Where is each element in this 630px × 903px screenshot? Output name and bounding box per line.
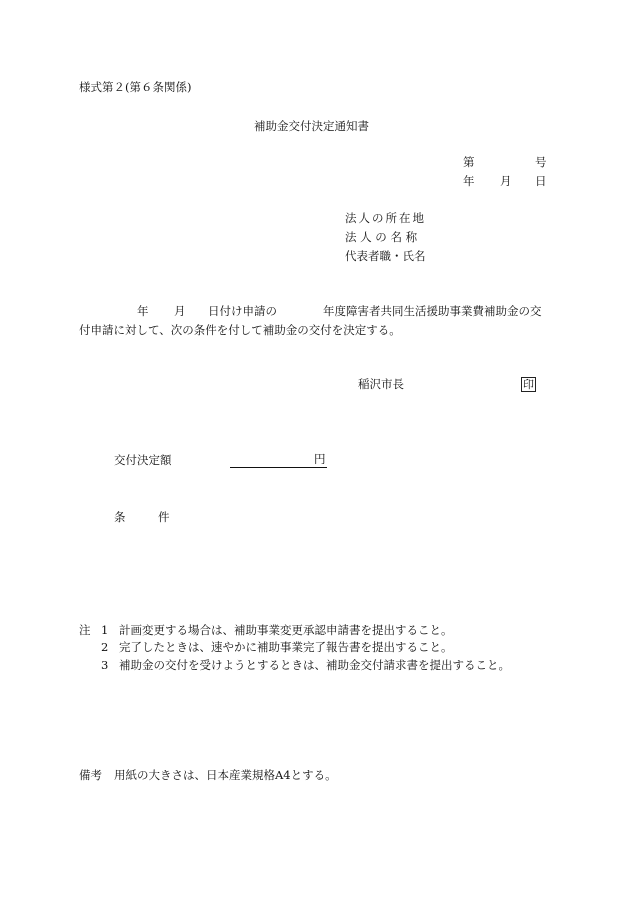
note-number: 1 — [101, 623, 109, 637]
body-month: 月 — [174, 304, 186, 318]
doc-date-year: 年 — [463, 174, 475, 188]
conditions-label-2: 件 — [158, 510, 170, 524]
note-text: 補助金の交付を受けようとするときは、補助金交付請求書を提出すること。 — [119, 658, 510, 672]
amount-label: 交付決定額 — [114, 453, 172, 467]
addressee-name-label: 法 人 の 名 称 — [345, 230, 418, 244]
issuer-name: 稲沢市長 — [358, 377, 404, 391]
note-number: 3 — [101, 658, 109, 672]
body-date-text: 日付け申請の — [208, 304, 277, 318]
remarks-label: 備考 — [79, 768, 102, 782]
note-text: 計画変更する場合は、補助事業変更承認申請書を提出すること。 — [119, 623, 453, 637]
note-text: 完了したときは、速やかに補助事業完了報告書を提出すること。 — [119, 640, 453, 654]
body-year: 年 — [137, 304, 149, 318]
body-fiscal-text: 年度障害者共同生活援助事業費補助金の交 — [323, 304, 542, 318]
notes-label: 注 — [79, 623, 91, 637]
remarks-text: 用紙の大きさは、日本産業規格A4とする。 — [114, 768, 337, 782]
note-number: 2 — [101, 640, 109, 654]
body-line-2: 付申請に対して、次の条件を付して補助金の交付を決定する。 — [79, 323, 401, 337]
doc-number-dai: 第 — [463, 155, 475, 169]
document-title: 補助金交付決定通知書 — [254, 119, 369, 133]
amount-unit: 円 — [314, 452, 326, 466]
addressee-address-label: 法人の所在地 — [345, 211, 426, 225]
amount-blank — [230, 454, 327, 468]
addressee-rep-label: 代表者職・氏名 — [345, 249, 426, 263]
conditions-label-1: 条 — [114, 510, 126, 524]
doc-number-gou: 号 — [535, 155, 547, 169]
doc-date-day: 日 — [535, 174, 547, 188]
amount-underline — [230, 454, 314, 468]
seal-mark — [521, 377, 536, 392]
seal-label: 印 — [523, 378, 534, 391]
form-reference: 様式第２(第６条関係) — [79, 80, 192, 94]
doc-date-month: 月 — [500, 174, 512, 188]
